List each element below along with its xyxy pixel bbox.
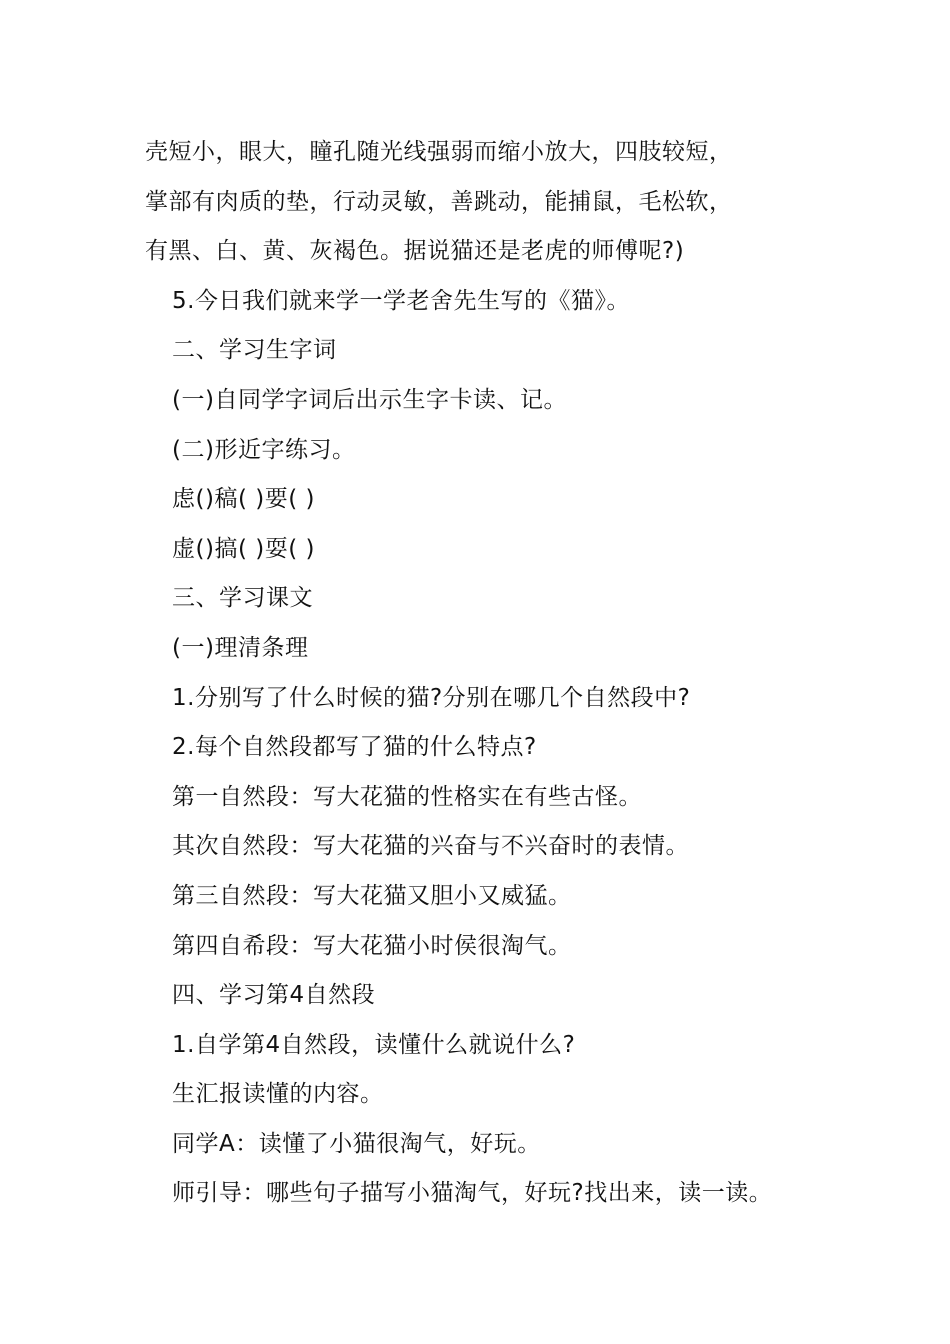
- exercise-line: 虚()搞( )耍( ): [172, 535, 315, 562]
- text-line: 掌部有肉质的垫，行动灵敏，善跳动，能捕鼠，毛松软，: [145, 188, 733, 215]
- question-item: 2.每个自然段都写了猫的什么特点?: [172, 734, 537, 761]
- section-heading: 四、学习第4自然段: [172, 982, 376, 1009]
- section-heading: 二、学习生字词: [172, 337, 337, 364]
- section-heading: 三、学习课文: [172, 585, 313, 612]
- exercise-line: 虑()稿( )要( ): [172, 486, 315, 513]
- subsection-item: (一)自同学字词后出示生字卡读、记。: [172, 386, 567, 413]
- text-line: 师引导：哪些句子描写小猫淘气，好玩?找出来，读一读。: [172, 1180, 773, 1207]
- text-line: 壳短小，眼大，瞳孔随光线强弱而缩小放大，四肢较短，: [145, 139, 733, 165]
- paragraph-note: 第四自希段：写大花猫小时侯很淘气。: [172, 932, 572, 959]
- question-item: 1.自学第4自然段，读懂什么就说什么?: [172, 1031, 576, 1058]
- paragraph-note: 第三自然段：写大花猫又胆小又威猛。: [172, 882, 572, 909]
- paragraph-note: 其次自然段：写大花猫的兴奋与不兴奋时的表情。: [172, 833, 689, 860]
- subsection-heading: (一)理清条理: [172, 634, 309, 661]
- text-line: 有黑、白、黄、灰褐色。据说猫还是老虎的师傅呢?): [145, 238, 685, 265]
- text-line: 生汇报读懂的内容。: [172, 1081, 384, 1108]
- text-line: 同学A：读懂了小猫很淘气，好玩。: [172, 1130, 541, 1157]
- document-body: [145, 128, 825, 1219]
- paragraph-note: 第一自然段：写大花猫的性格实在有些古怪。: [172, 783, 642, 810]
- list-item: 5.今日我们就来学一学老舍先生写的《猫》。: [172, 287, 630, 314]
- question-item: 1.分别写了什么时候的猫?分别在哪几个自然段中?: [172, 684, 691, 711]
- subsection-item: (二)形近字练习。: [172, 436, 356, 463]
